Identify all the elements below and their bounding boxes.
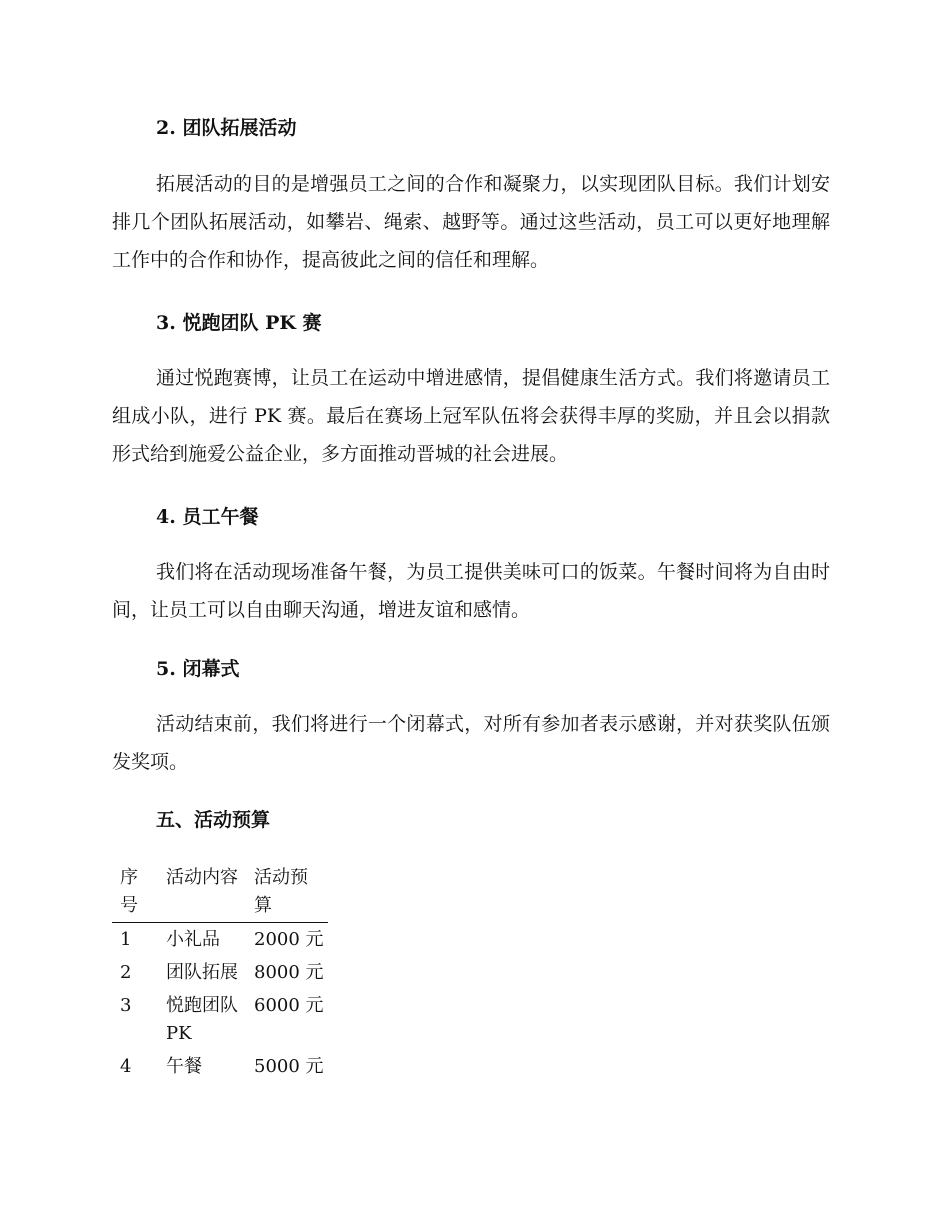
section-heading-closing: 5. 闭幕式 bbox=[156, 658, 240, 680]
budget-cell-amount: 2000 元 bbox=[254, 929, 324, 950]
table-row bbox=[112, 956, 328, 989]
budget-table-header-row bbox=[112, 862, 328, 923]
table-row bbox=[112, 923, 328, 957]
budget-cell-index: 1 bbox=[120, 929, 132, 950]
budget-header-index: 序号 bbox=[112, 862, 158, 923]
budget-cell-content: 悦跑团队 PK bbox=[166, 995, 238, 1044]
budget-table bbox=[112, 862, 328, 1083]
paragraph-closing: 活动结束前，我们将进行一个闭幕式，对所有参加者表示感谢，并对获奖队伍颁发奖项。 bbox=[112, 713, 830, 773]
budget-header-amount: 活动预算 bbox=[246, 862, 328, 923]
budget-cell-amount: 8000 元 bbox=[254, 962, 324, 983]
table-row bbox=[112, 989, 328, 1050]
budget-cell-index: 2 bbox=[120, 962, 132, 983]
section-heading-staff-lunch: 4. 员工午餐 bbox=[156, 506, 259, 528]
budget-cell-content: 小礼品 bbox=[166, 929, 220, 950]
budget-cell-index: 4 bbox=[120, 1056, 132, 1077]
budget-cell-amount: 5000 元 bbox=[254, 1056, 324, 1077]
budget-cell-content: 午餐 bbox=[166, 1056, 202, 1077]
budget-header-content: 活动内容 bbox=[158, 862, 246, 923]
section-heading-team-building: 2. 团队拓展活动 bbox=[156, 117, 297, 139]
paragraph-staff-lunch: 我们将在活动现场准备午餐，为员工提供美味可口的饭菜。午餐时间将为自由时间，让员工可以自由聊天沟通，增进友谊和感情。 bbox=[112, 561, 830, 621]
paragraph-run-pk: 通过悦跑赛博，让员工在运动中增进感情，提倡健康生活方式。我们将邀请员工组成小队，进行 PK 赛。最后在赛场上冠军队伍将会获得丰厚的奖励，并且会以捐款形式给到施爱公益企业，多方面推动晋城的社会进展。 bbox=[112, 367, 830, 465]
budget-cell-content: 团队拓展 bbox=[166, 962, 238, 983]
section-heading-run-pk: 3. 悦跑团队 PK 赛 bbox=[156, 312, 322, 334]
paragraph-team-building: 拓展活动的目的是增强员工之间的合作和凝聚力，以实现团队目标。我们计划安排几个团队拓展活动，如攀岩、绳索、越野等。通过这些活动，员工可以更好地理解工作中的合作和协作，提高彼此之间的信任和理解。 bbox=[112, 173, 830, 271]
budget-cell-amount: 6000 元 bbox=[254, 995, 324, 1016]
section-heading-budget: 五、活动预算 bbox=[156, 809, 271, 831]
table-row bbox=[112, 1050, 328, 1083]
budget-cell-index: 3 bbox=[120, 995, 132, 1016]
